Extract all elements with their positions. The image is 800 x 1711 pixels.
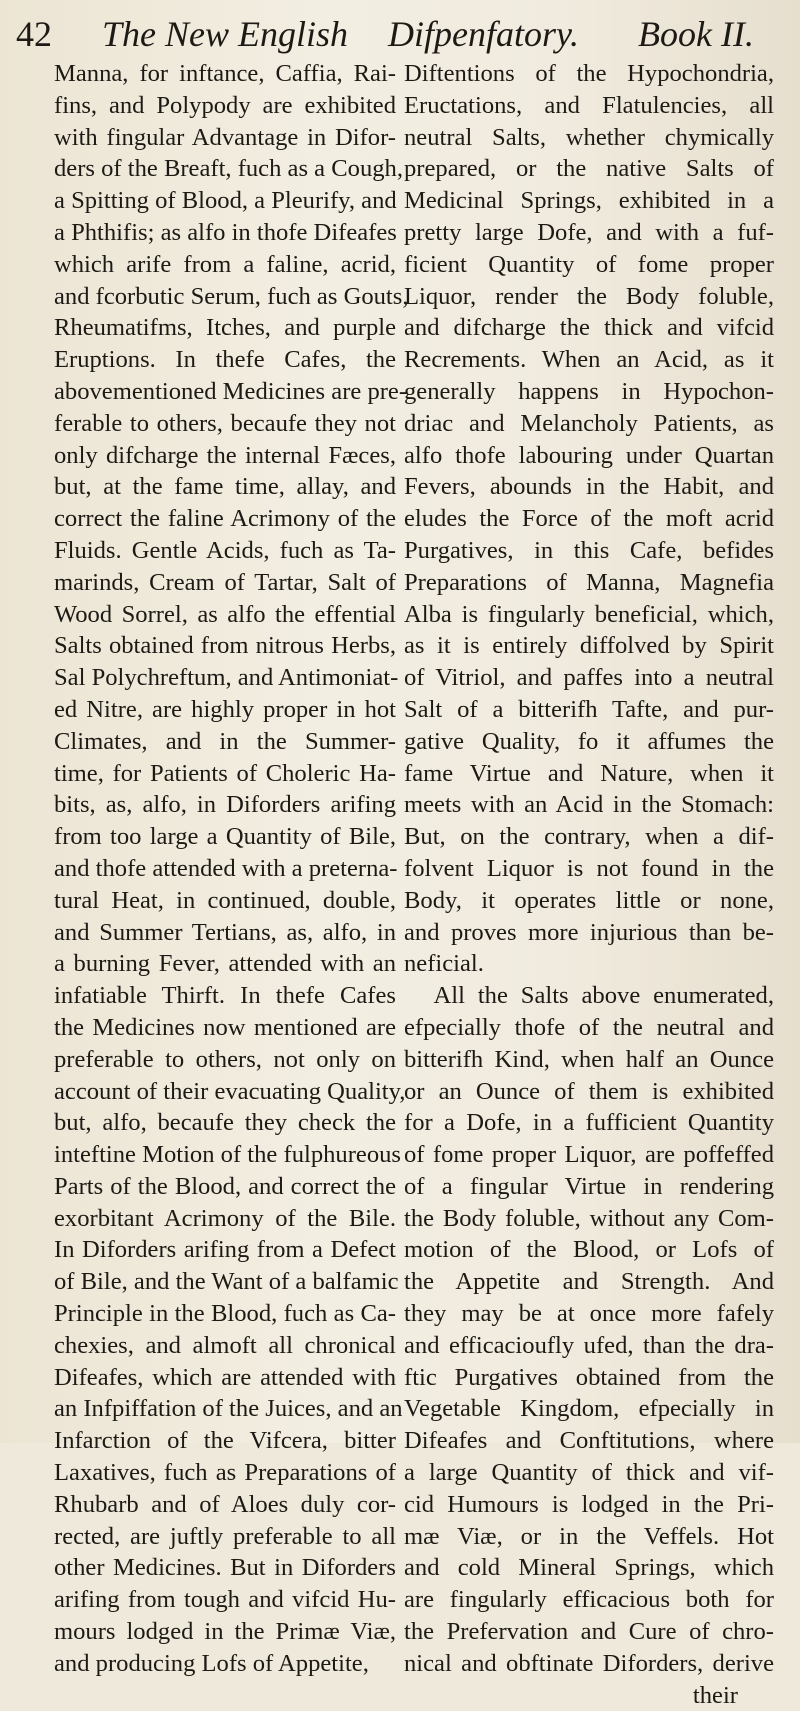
left-column-line: and Summer Tertians, as, alfo, in	[54, 918, 396, 946]
right-column-line: cid Humours is lodged in the Pri-	[404, 1490, 774, 1518]
right-column-line: prepared, or the native Salts of	[404, 155, 774, 183]
left-column-line: Parts of the Blood, and correct the	[54, 1172, 396, 1200]
left-column-line: a Phthifis; as alfo in thofe Difeafes	[54, 218, 397, 246]
left-column-line: ferable to others, becaufe they not	[54, 409, 396, 437]
left-column-line: tural Heat, in continued, double,	[54, 886, 396, 914]
left-column-line: Eruptions. In thefe Cafes, the	[54, 346, 396, 374]
left-column-line: and fcorbutic Serum, fuch as Gouts,	[54, 282, 409, 310]
left-column-line: inteftine Motion of the fulphureous	[54, 1141, 401, 1169]
right-column-line: Eructations, and Flatulencies, all	[404, 91, 774, 119]
left-column-line: the Medicines now mentioned are	[54, 1013, 396, 1041]
right-column-line: Salt of a bitterifh Tafte, and pur-	[404, 695, 774, 723]
right-column-line: of Vitriol, and paffes into a neutral	[404, 664, 774, 692]
right-column-line: and cold Mineral Springs, which	[404, 1554, 774, 1582]
right-column-line: Purgatives, in this Cafe, befides	[404, 536, 774, 564]
right-column-line: eludes the Force of the moft acrid	[404, 505, 774, 533]
left-column-line: chexies, and almoft all chronical	[54, 1331, 396, 1359]
left-column-line: marinds, Cream of Tartar, Salt of	[54, 568, 396, 596]
right-column-line: of a fingular Virtue in rendering	[404, 1172, 774, 1200]
left-column-line: Infarction of the Vifcera, bitter	[54, 1427, 396, 1455]
left-column-line: Principle in the Blood, fuch as Ca-	[54, 1300, 396, 1328]
left-column-line: exorbitant Acrimony of the Bile.	[54, 1204, 396, 1232]
page-number: 42	[16, 14, 52, 54]
left-column-line: Manna, for inftance, Caffia, Rai-	[54, 60, 396, 87]
running-title-right: Difpenfatory.	[388, 14, 579, 54]
left-column-line: from too large a Quantity of Bile,	[54, 823, 396, 851]
left-column-line: time, for Patients of Choleric Ha-	[54, 759, 396, 787]
left-column-line: Wood Sorrel, as alfo the effential	[54, 600, 396, 628]
right-column-line: pretty large Dofe, and with a fuf-	[404, 218, 774, 246]
left-column-line: other Medicines. But in Diforders	[54, 1554, 396, 1582]
right-text-column	[404, 58, 774, 1711]
left-column-line: a burning Fever, attended with an	[54, 950, 396, 978]
left-column-line: a Spitting of Blood, a Pleurify, and	[54, 187, 397, 215]
left-column-line: ed Nitre, are highly proper in hot	[54, 695, 396, 723]
left-column-line: Salts obtained from nitrous Herbs,	[54, 632, 396, 660]
left-column-line: bits, as, alfo, in Diforders arifing	[54, 791, 396, 819]
running-header	[10, 12, 790, 56]
right-column-line: their	[692, 1681, 738, 1709]
left-column-line: In Diforders arifing from a Defect	[54, 1236, 396, 1264]
right-column-line: mæ Viæ, or in the Veffels. Hot	[404, 1522, 774, 1550]
right-column-line: they may be at once more fafely	[404, 1300, 774, 1328]
right-column-line: driac and Melancholy Patients, as	[404, 409, 774, 437]
left-column-line: Fluids. Gentle Acids, fuch as Ta-	[54, 536, 396, 564]
right-column-line: But, on the contrary, when a dif-	[404, 823, 774, 851]
right-column-line: and efficacioufly ufed, than the dra-	[404, 1331, 774, 1359]
left-column-line: preferable to others, not only on	[54, 1045, 396, 1073]
left-column-line: Climates, and in the Summer-	[54, 727, 396, 755]
book-label: Book II.	[638, 14, 754, 54]
right-column-line: Preparations of Manna, Magnefia	[404, 568, 774, 596]
right-column-line: a large Quantity of thick and vif-	[404, 1459, 774, 1487]
right-column-line: motion of the Blood, or Lofs of	[404, 1236, 774, 1264]
right-column-line: the Appetite and Strength. And	[404, 1268, 774, 1296]
right-column-line: for a Dofe, in a fufficient Quantity	[404, 1109, 774, 1137]
right-column-line: neficial.	[404, 950, 484, 978]
running-title-left: The New English	[102, 14, 349, 54]
right-column-line: neutral Salts, whether chymically	[404, 123, 774, 151]
left-column-line: and producing Lofs of Appetite,	[54, 1649, 369, 1677]
right-column-line: bitterifh Kind, when half an Ounce	[404, 1045, 774, 1073]
left-column-line: with fingular Advantage in Difor-	[54, 123, 396, 151]
right-column-line: of fome proper Liquor, are poffeffed	[404, 1141, 774, 1169]
left-column-line: rected, are juftly preferable to all	[54, 1522, 396, 1550]
left-column-line: ders of the Breaft, fuch as a Cough,	[54, 155, 403, 183]
right-column-line: the Body foluble, without any Com-	[404, 1204, 774, 1232]
right-column-line: and proves more injurious than be-	[404, 918, 774, 946]
left-column-line: Sal Polychreftum, and Antimoniat-	[54, 664, 399, 692]
right-column-line: Body, it operates little or none,	[404, 886, 774, 914]
left-column-line: of Bile, and the Want of a balfamic	[54, 1268, 399, 1296]
right-column-line: ficient Quantity of fome proper	[404, 250, 774, 278]
left-column-line: an Infpiffation of the Juices, and an	[54, 1395, 403, 1423]
right-column-line: nical and obftinate Diforders, derive	[404, 1649, 774, 1677]
right-column-line: ftic Purgatives obtained from the	[404, 1363, 774, 1391]
right-column-line: alfo thofe labouring under Quartan	[404, 441, 774, 469]
left-column-line: but, at the fame time, allay, and	[54, 473, 396, 501]
right-column-line: the Prefervation and Cure of chro-	[404, 1618, 774, 1646]
right-column-line: Alba is fingularly beneficial, which,	[404, 600, 774, 628]
left-column-line: Rhubarb and of Aloes duly cor-	[54, 1490, 396, 1518]
left-column-line: correct the faline Acrimony of the	[54, 505, 396, 533]
left-column-line: mours lodged in the Primæ Viæ,	[54, 1618, 396, 1646]
right-column-line: generally happens in Hypochon-	[404, 377, 774, 405]
right-column-line: folvent Liquor is not found in the	[404, 854, 774, 882]
right-column-line: efpecially thofe of the neutral and	[404, 1013, 774, 1041]
right-column-line: Liquor, render the Body foluble,	[404, 282, 774, 310]
left-column-line: which arife from a faline, acrid,	[54, 250, 396, 278]
left-column-line: fins, and Polypody are exhibited	[54, 91, 396, 119]
right-column-line: and difcharge the thick and vifcid	[404, 314, 774, 342]
right-column-line: fame Virtue and Nature, when it	[404, 759, 774, 787]
right-column-line: Diftentions of the Hypochondria,	[404, 60, 774, 87]
left-column-line: only difcharge the internal Fæces,	[54, 441, 396, 469]
left-column-line: and thofe attended with a preterna-	[54, 854, 398, 882]
left-column-line: Rheumatifms, Itches, and purple	[54, 314, 396, 342]
left-text-column	[54, 58, 409, 1680]
left-column-line: infatiable Thirft. In thefe Cafes	[54, 982, 396, 1010]
right-column-line: Fevers, abounds in the Habit, and	[404, 473, 774, 501]
left-column-line: Difeafes, which are attended with	[54, 1363, 396, 1391]
right-column-line: Recrements. When an Acid, as it	[404, 346, 774, 374]
right-column-line: Medicinal Springs, exhibited in a	[404, 187, 774, 215]
right-column-line: All the Salts above enumerated,	[433, 982, 774, 1010]
left-column-line: but, alfo, becaufe they check the	[54, 1109, 396, 1137]
left-column-line: account of their evacuating Quality,	[54, 1077, 406, 1105]
left-column-line: Laxatives, fuch as Preparations of	[54, 1459, 396, 1487]
right-column-line: or an Ounce of them is exhibited	[404, 1077, 774, 1105]
right-column-line: Difeafes and Conftitutions, where	[404, 1427, 774, 1455]
left-column-line: arifing from tough and vifcid Hu-	[54, 1586, 396, 1614]
right-column-line: gative Quality, fo it affumes the	[404, 727, 774, 755]
right-column-line: are fingularly efficacious both for	[404, 1586, 774, 1614]
right-column-line: meets with an Acid in the Stomach:	[404, 791, 774, 819]
left-column-line: abovementioned Medicines are pre-	[54, 377, 408, 405]
right-column-line: Vegetable Kingdom, efpecially in	[404, 1395, 774, 1423]
right-column-line: as it is entirely diffolved by Spirit	[404, 632, 774, 660]
